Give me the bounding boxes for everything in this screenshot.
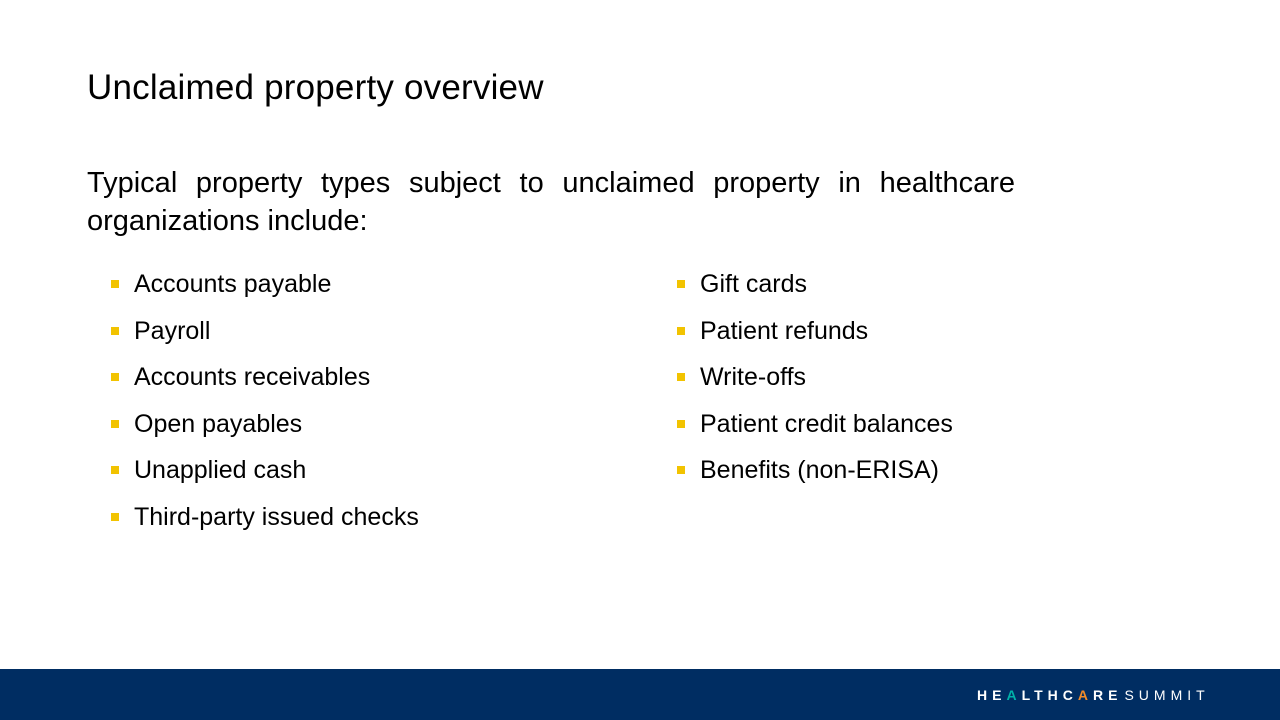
slide-title: Unclaimed property overview (87, 68, 544, 107)
square-bullet-icon (111, 466, 119, 474)
list-item-text: Patient refunds (700, 316, 869, 345)
list-item-text: Payroll (134, 316, 211, 345)
healthcare-summit-logo (977, 669, 1210, 720)
list-item-text: Write-offs (700, 363, 807, 392)
list-item-text: Patient credit balances (700, 409, 953, 438)
logo-accent-a-teal: A (1006, 686, 1022, 703)
logo-text-part: HE (977, 686, 1007, 703)
square-bullet-icon (111, 327, 119, 335)
square-bullet-icon (111, 420, 119, 428)
square-bullet-icon (111, 513, 119, 521)
square-bullet-icon (111, 373, 119, 381)
list-item-text: Third-party issued checks (134, 502, 419, 531)
square-bullet-icon (677, 466, 685, 474)
square-bullet-icon (677, 420, 685, 428)
logo-wordmark-bold (977, 687, 1122, 703)
list-item-text: Unapplied cash (134, 456, 307, 485)
logo-wordmark-light: SUMMIT (1124, 686, 1210, 703)
footer-bar (0, 669, 1280, 720)
intro-text: Typical property types subject to unclaimed property in healthcare organizations include: (87, 167, 1015, 237)
square-bullet-icon (677, 280, 685, 288)
square-bullet-icon (111, 280, 119, 288)
list-item-text: Gift cards (700, 270, 807, 298)
square-bullet-icon (677, 373, 685, 381)
logo-text-part: LTHC (1021, 686, 1078, 703)
square-bullet-icon (677, 327, 685, 335)
list-item-text: Benefits (non-ERISA) (700, 456, 939, 485)
list-item-text: Open payables (134, 409, 303, 438)
logo-text-part: RE (1093, 686, 1123, 703)
list-item-text: Accounts receivables (134, 363, 371, 392)
list-item-text: Accounts payable (134, 270, 332, 298)
logo-accent-a-orange: A (1077, 686, 1093, 703)
